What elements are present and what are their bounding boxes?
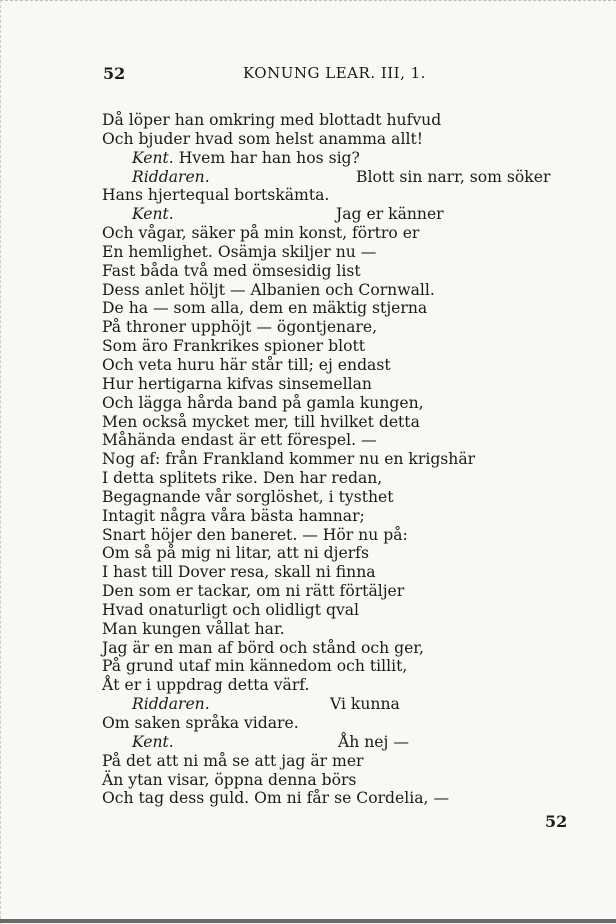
verse-line xyxy=(102,789,582,808)
line-continuation: Vi kunna xyxy=(330,695,400,714)
line-text: Åt er i uppdrag detta värf. xyxy=(102,676,310,695)
verse-line xyxy=(102,544,582,563)
verse-line xyxy=(102,695,582,714)
verse-line xyxy=(102,526,582,545)
left-edge xyxy=(0,0,3,924)
verse-line xyxy=(102,601,582,620)
line-text: De ha — som alla, dem en mäktig stjerna xyxy=(102,299,428,318)
speaker-name: Kent. xyxy=(132,732,174,751)
verse-line xyxy=(102,111,582,130)
line-continuation: Blott sin narr, som söker xyxy=(356,167,551,186)
line-text: Hvad onaturligt och olidligt qval xyxy=(102,600,360,619)
verse-line xyxy=(102,281,582,300)
line-text: Då löper han omkring med blottadt hufvud xyxy=(102,111,442,129)
line-text: Hur hertigarna kifvas sinsemellan xyxy=(102,374,372,393)
verse-line xyxy=(102,714,582,733)
page-number-top: 52 xyxy=(103,64,126,83)
top-edge xyxy=(0,0,616,4)
verse-line xyxy=(102,469,582,488)
speaker-name: Kent. xyxy=(132,205,174,224)
verse-line xyxy=(102,375,582,394)
line-text: Dess anlet höljt — Albanien och Cornwall. xyxy=(102,280,435,299)
verse-line xyxy=(102,337,582,356)
line-text: I hast till Dover resa, skall ni finna xyxy=(102,563,376,582)
line-text: Man kungen vållat har. xyxy=(102,619,285,638)
line-text: Hvem har han hos sig? xyxy=(178,148,360,167)
verse-line xyxy=(102,356,582,375)
speaker-name: Riddaren. xyxy=(132,167,210,186)
verse-line xyxy=(102,752,582,771)
page-number-bottom: 52 xyxy=(545,812,568,831)
line-text: Snart höjer den baneret. — Hör nu på: xyxy=(102,525,408,544)
speaker-name: Riddaren. xyxy=(132,695,210,714)
verse-line xyxy=(102,318,582,337)
verse-line xyxy=(102,639,582,658)
speaker-name: Kent. xyxy=(132,148,174,167)
verse-line xyxy=(102,450,582,469)
verse-line xyxy=(102,657,582,676)
line-text: Och tag dess guld. Om ni får se Cordelia, — xyxy=(102,789,450,808)
verse-line xyxy=(102,413,582,432)
line-text: Men också mycket mer, till hvilket detta xyxy=(102,412,420,431)
line-text: Och vågar, säker på min konst, förtro er xyxy=(102,224,420,243)
verse-line xyxy=(102,186,582,205)
line-text: Och bjuder hvad som helst anamma allt! xyxy=(102,129,423,148)
verse-line xyxy=(102,149,582,168)
running-title: KONUNG LEAR. III, 1. xyxy=(243,64,426,82)
line-text: På det att ni må se att jag är mer xyxy=(102,751,364,770)
verse-line xyxy=(102,582,582,601)
verse-line xyxy=(102,224,582,243)
verse-line xyxy=(102,168,582,187)
line-text: Och veta huru här står till; ej endast xyxy=(102,355,391,374)
line-text: Som äro Frankrikes spioner blott xyxy=(102,337,365,356)
line-text: Måhända endast är ett förespel. — xyxy=(102,431,377,450)
verse-line xyxy=(102,676,582,695)
verse-line xyxy=(102,488,582,507)
line-text: Än ytan visar, öppna denna börs xyxy=(102,770,357,789)
line-text: På throner upphöjt — ögontjenare, xyxy=(102,318,378,337)
line-text: En hemlighet. Osämja skiljer nu — xyxy=(102,242,377,261)
verse-line xyxy=(102,771,582,790)
line-text: Begagnande vår sorglöshet, i tysthet xyxy=(102,487,394,506)
line-text: Fast båda två med ömsesidig list xyxy=(102,261,361,280)
verse-line xyxy=(102,299,582,318)
line-text: Intagit några våra bästa hamnar; xyxy=(102,506,365,525)
verse-block xyxy=(102,111,582,808)
line-text: Hans hjertequal bortskämta. xyxy=(102,186,330,205)
verse-line xyxy=(102,733,582,752)
verse-line xyxy=(102,431,582,450)
line-text: Och lägga hårda band på gamla kungen, xyxy=(102,393,424,412)
verse-line xyxy=(102,205,582,224)
verse-line xyxy=(102,262,582,281)
verse-line xyxy=(102,507,582,526)
line-text: Om saken språka vidare. xyxy=(102,714,299,732)
line-text: Om så på mig ni litar, att ni djerfs xyxy=(102,544,369,563)
line-text: I detta splitets rike. Den har redan, xyxy=(102,469,383,488)
line-text: Den som er tackar, om ni rätt förtäljer xyxy=(102,582,405,601)
line-text: På grund utaf min kännedom och tillit, xyxy=(102,657,408,676)
verse-line xyxy=(102,130,582,149)
bottom-edge xyxy=(0,919,616,923)
verse-line xyxy=(102,620,582,639)
line-continuation: Åh nej — xyxy=(338,732,409,751)
verse-line xyxy=(102,394,582,413)
verse-line xyxy=(102,243,582,262)
line-text: Nog af: från Frankland kommer nu en krigshär xyxy=(102,450,476,469)
line-continuation: Jag er känner xyxy=(336,205,444,224)
verse-line xyxy=(102,563,582,582)
line-text: Jag är en man af börd och stånd och ger, xyxy=(102,638,424,657)
